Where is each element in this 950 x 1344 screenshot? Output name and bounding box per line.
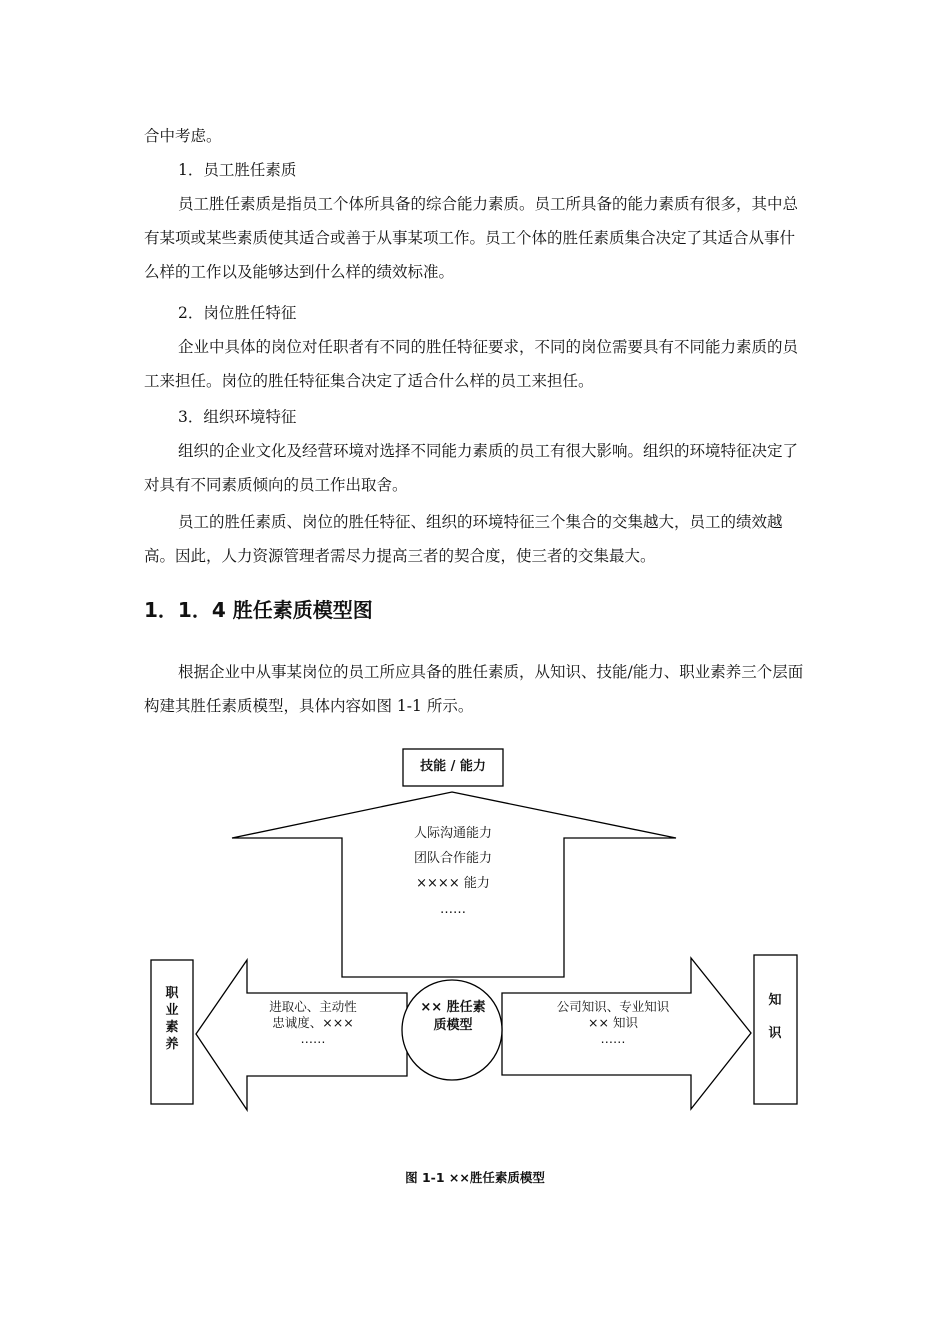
left-label-char: 素	[165, 1020, 179, 1035]
left-item: 进取心、主动性	[269, 999, 357, 1014]
paragraph-employee-competency: 员工胜任素质是指员工个体所具备的综合能力素质。员工所具备的能力素质有很多，其中总有某项或某些素质使其适合或善于从事某项工作。员工个体的胜任素质集合决定了其适合从事什么样的工作以及能够达到什么样的绩效标准。	[144, 195, 799, 281]
left-label-char: 职	[165, 986, 179, 1001]
subheading-position-feature: 2．岗位胜任特征	[178, 304, 297, 322]
paragraph-organization-feature: 组织的企业文化及经营环境对选择不同能力素质的员工有很大影响。组织的环境特征决定了对具有不同素质倾向的员工作出取舍。	[144, 442, 799, 494]
top-label: 技能 / 能力	[420, 759, 486, 774]
paragraph-intro: 根据企业中从事某岗位的员工所应具备的胜任素质，从知识、技能/能力、职业素养三个层面构建其胜任素质模型，具体内容如图 1-1 所示。	[144, 663, 804, 715]
left-item: 忠诚度、×××	[272, 1015, 354, 1030]
top-item: ×××× 能力	[416, 876, 490, 891]
top-item: ……	[440, 902, 466, 917]
left-label-char: 养	[165, 1037, 179, 1052]
center-label: 质模型	[433, 1018, 473, 1033]
paragraph-position-feature: 企业中具体的岗位对任职者有不同的胜任特征要求，不同的岗位需要具有不同能力素质的员工来担任。岗位的胜任特征集合决定了适合什么样的员工来担任。	[144, 338, 799, 390]
top-item: 团队合作能力	[413, 851, 493, 866]
subheading-organization-feature: 3．组织环境特征	[178, 408, 297, 426]
center-label: ×× 胜任素	[420, 1000, 486, 1015]
left-label-char: 业	[165, 1003, 179, 1018]
left-item: ……	[300, 1031, 326, 1046]
figure-caption: 图 1-1 ××胜任素质模型	[405, 1170, 545, 1185]
right-label-char: 知	[768, 993, 782, 1008]
section-heading: 1．1．4 胜任素质模型图	[144, 598, 373, 622]
right-label-char: 识	[768, 1026, 782, 1041]
right-arrow	[502, 958, 751, 1109]
right-item: ×× 知识	[588, 1015, 638, 1030]
top-item: 人际沟通能力	[413, 826, 493, 841]
paragraph-continuation: 合中考虑。	[144, 127, 222, 145]
right-item: ……	[600, 1031, 626, 1046]
right-item: 公司知识、专业知识	[556, 999, 670, 1014]
paragraph-intersection: 员工的胜任素质、岗位的胜任特征、组织的环境特征三个集合的交集越大，员工的绩效越高。因此，人力资源管理者需尽力提高三者的契合度，使三者的交集最大。	[144, 513, 783, 565]
subheading-employee-competency: 1．员工胜任素质	[178, 161, 297, 179]
